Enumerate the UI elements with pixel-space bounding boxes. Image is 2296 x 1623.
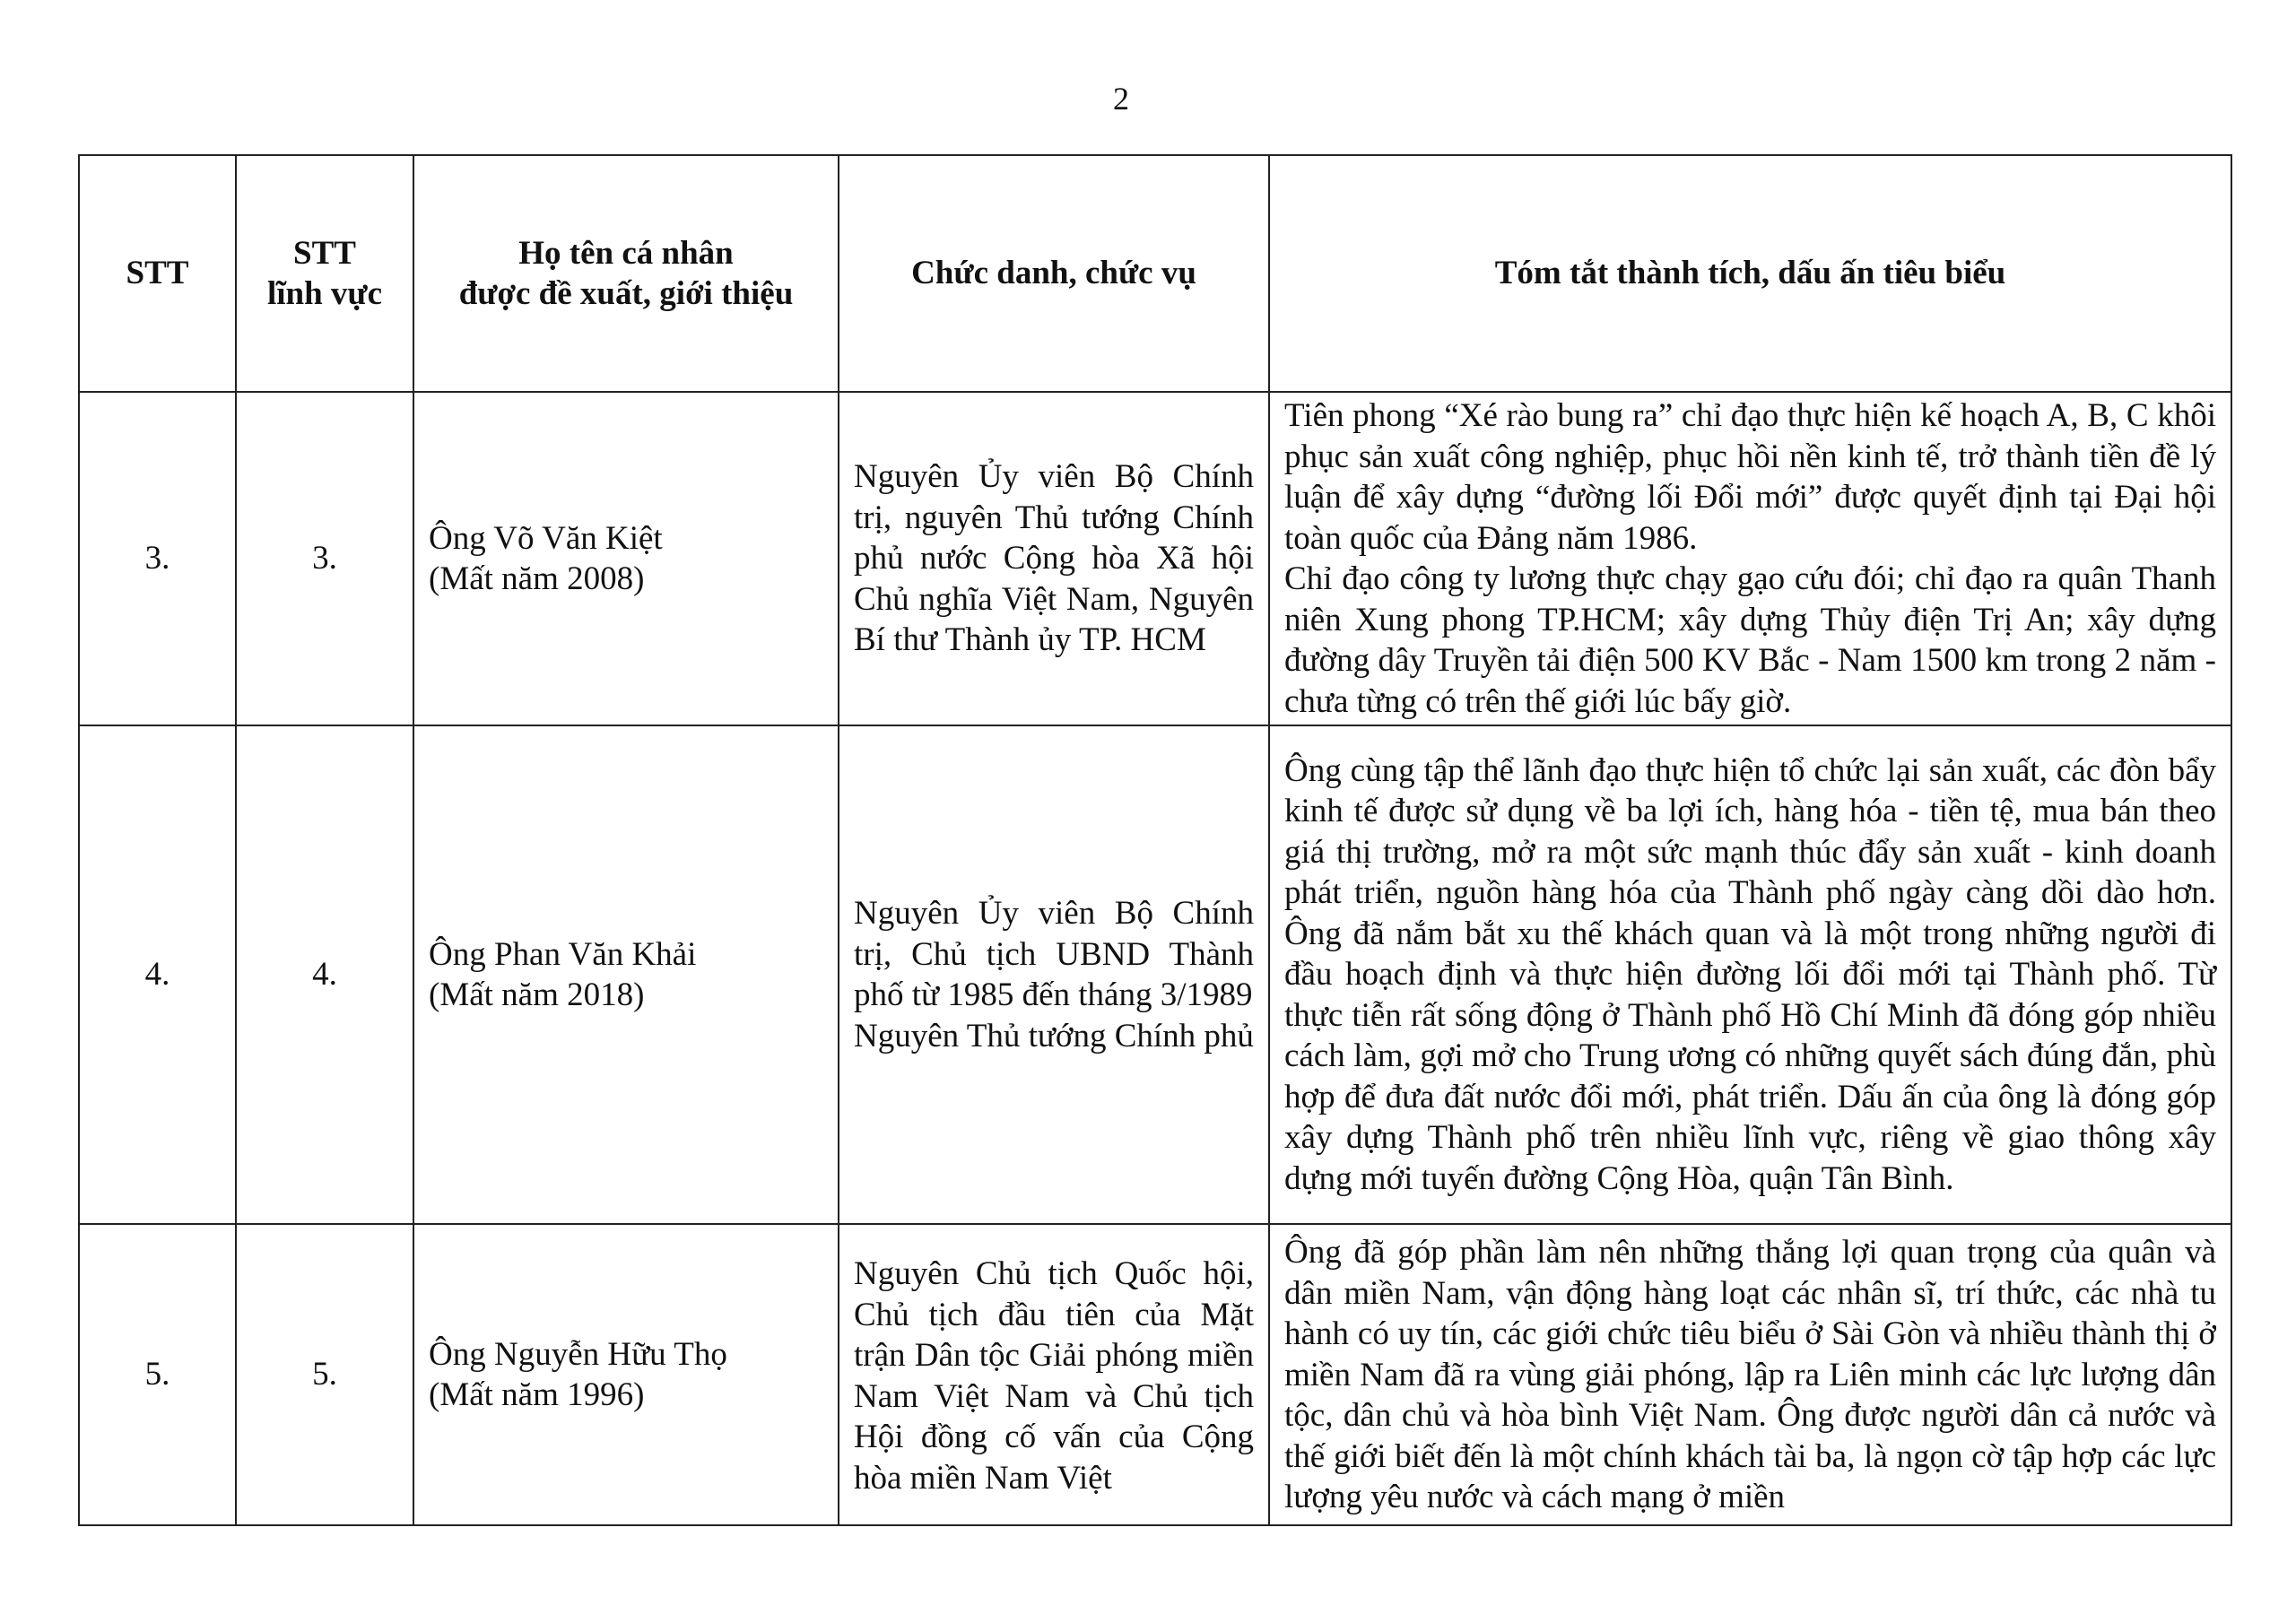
row-stt-field: 3.	[236, 392, 413, 725]
header-summary: Tóm tắt thành tích, dấu ấn tiêu biểu	[1269, 155, 2231, 392]
header-stt: STT	[79, 155, 236, 392]
table-header-row	[79, 155, 2231, 392]
nominee-table	[78, 154, 2232, 1526]
summary-paragraph: Tiên phong “Xé rào bung ra” chỉ đạo thực hiện kế hoạch A, B, C khôi phục sản xuất công nghiệp, phục hồi nền kinh tế, trở thành tiền đề lý luận để xây dựng “đường lối Đổi mới” được quyết định tại Đại hội toàn quốc của Đảng năm 1986.	[1284, 397, 2216, 557]
nominee-death-year: (Mất năm 2018)	[429, 976, 645, 1013]
header-position: Chức danh, chức vụ	[839, 155, 1269, 392]
nominee-death-year: (Mất năm 1996)	[429, 1376, 645, 1413]
row-position	[839, 1224, 1269, 1525]
row-stt-field: 5.	[236, 1224, 413, 1525]
row-stt: 4.	[79, 725, 236, 1224]
row-position: Nguyên Ủy viên Bộ Chính trị, nguyên Thủ tướng Chính phủ nước Cộng hòa Xã hội Chủ nghĩa Việt Nam, Nguyên Bí thư Thành ủy TP. HCM	[839, 392, 1269, 725]
row-stt: 5.	[79, 1224, 236, 1525]
row-nominee-name	[413, 725, 839, 1224]
row-nominee-name	[413, 1224, 839, 1525]
header-name-line2: được đề xuất, giới thiệu	[458, 275, 794, 312]
row-stt: 3.	[79, 392, 236, 725]
nominee-death-year: (Mất năm 2008)	[429, 560, 645, 597]
header-stt-field	[236, 155, 413, 392]
row-summary: Ông cùng tập thể lãnh đạo thực hiện tổ chức lại sản xuất, các đòn bẩy kinh tế được sử dụng về ba lợi ích, hàng hóa - tiền tệ, mua bán theo giá thị trường, mở ra một sức mạnh thúc đẩy sản xuất - kinh doanh phát triển, nguồn hàng hóa của Thành phố ngày càng dồi dào hơn. Ông đã nắm bắt xu thế khách quan và là một trong những người đi đầu hoạch định và thực hiện đường lối đổi mới tại Thành phố. Từ thực tiễn rất sống động ở Thành phố Hồ Chí Minh đã đóng góp nhiều cách làm, gợi mở cho Trung ương có những quyết sách đúng đắn, phù hợp để đưa đất nước đổi mới, phát triển. Dấu ấn của ông là đóng góp xây dựng Thành phố trên nhiều lĩnh vực, riêng về giao thông xây dựng mới tuyến đường Cộng Hòa, quận Tân Bình.	[1269, 725, 2231, 1224]
row-nominee-name	[413, 392, 839, 725]
table-row	[79, 725, 2231, 1224]
nominee-name: Ông Phan Văn Khải	[429, 935, 697, 973]
position-paragraph: Nguyên Thủ tướng Chính phủ	[854, 1017, 1254, 1055]
row-summary	[1269, 392, 2231, 725]
nominee-name: Ông Nguyễn Hữu Thọ	[429, 1335, 727, 1373]
row-summary	[1269, 1224, 2231, 1525]
header-stt-field-line1: STT	[293, 234, 356, 272]
summary-text: Ông đã góp phần làm nên những thắng lợi quan trọng của quân và dân miền Nam, vận động hàng loạt các nhân sĩ, trí thức, các nhà tu hành có uy tín, các giới chức tiêu biểu ở Sài Gòn và nhiều thành thị ở miền Nam đã ra vùng giải phóng, lập ra Liên minh các lực lượng dân tộc, dân chủ và hòa bình Việt Nam. Ông được người dân cả nước và thế giới biết đến là một chính khách tài ba, là ngọn cờ tập hợp các lực lượng yêu nước và cách mạng ở miền	[1284, 1234, 2216, 1515]
nominee-name: Ông Võ Văn Kiệt	[429, 519, 663, 557]
table-row	[79, 392, 2231, 725]
page-number: 2	[1113, 81, 1129, 117]
table-row	[79, 1224, 2231, 1525]
summary-paragraph: Chỉ đạo công ty lương thực chạy gạo cứu đói; chỉ đạo ra quân Thanh niên Xung phong TP.HCM; xây dựng Thủy điện Trị An; xây dựng đường dây Truyền tải điện 500 KV Bắc - Nam 1500 km trong 2 năm - chưa từng có trên thế giới lúc bấy giờ.	[1284, 560, 2216, 720]
position-text: Nguyên Chủ tịch Quốc hội, Chủ tịch đầu tiên của Mặt trận Dân tộc Giải phóng miền Nam Việt Nam và Chủ tịch Hội đồng cố vấn của Cộng hòa miền Nam Việt	[854, 1255, 1254, 1497]
header-name	[413, 155, 839, 392]
header-stt-field-line2: lĩnh vực	[266, 275, 383, 312]
row-position	[839, 725, 1269, 1224]
position-paragraph: Nguyên Ủy viên Bộ Chính trị, Chủ tịch UBND Thành phố từ 1985 đến tháng 3/1989	[854, 895, 1254, 1013]
header-name-line1: Họ tên cá nhân	[518, 234, 734, 272]
row-stt-field: 4.	[236, 725, 413, 1224]
